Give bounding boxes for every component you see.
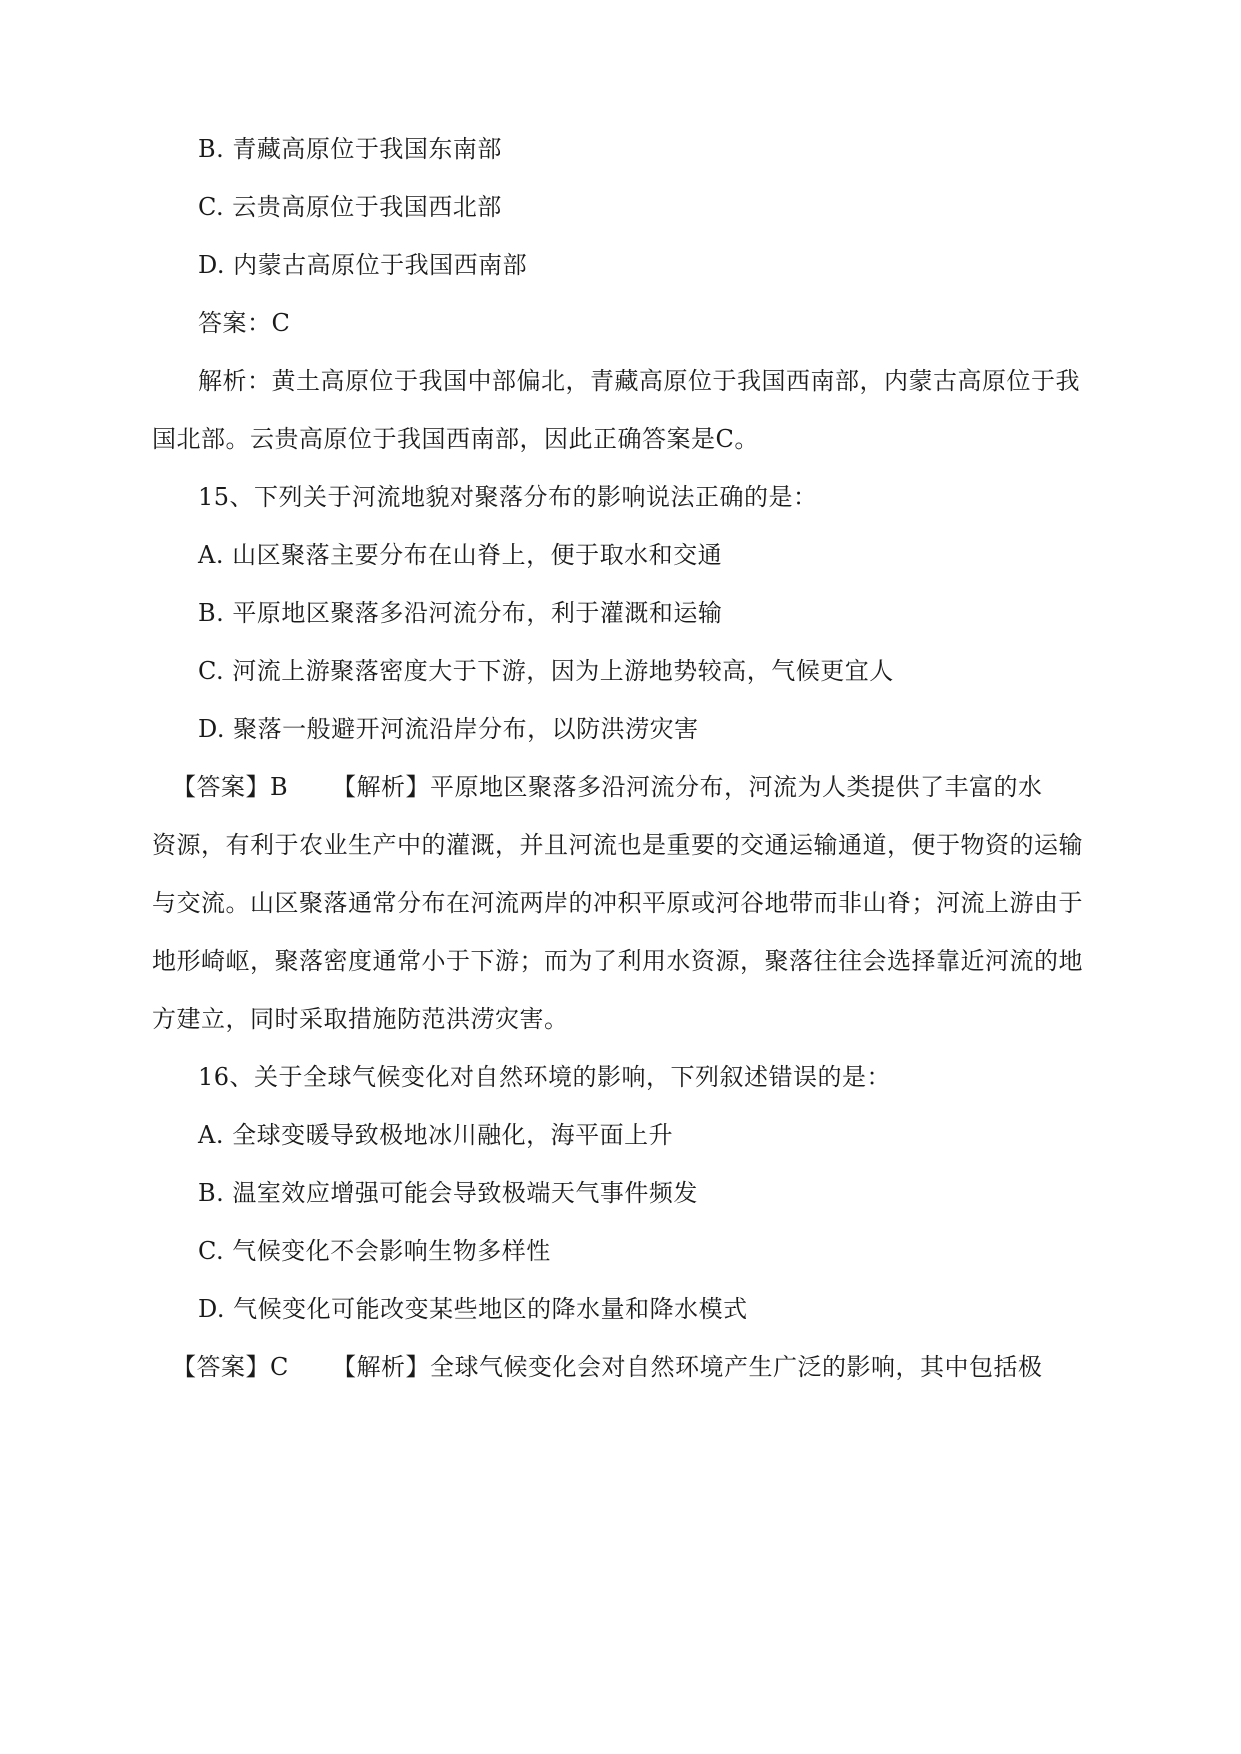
q14-analysis-line: 解析：黄土高原位于我国中部偏北，青藏高原位于我国西南部，内蒙古高原位于我 [198, 367, 1080, 395]
q14-option-b: B. 青藏高原位于我国东南部 [198, 135, 502, 163]
q15-analysis-line: 方建立，同时采取措施防范洪涝灾害。 [152, 1005, 569, 1033]
q15-option-b: B. 平原地区聚落多沿河流分布，利于灌溉和运输 [198, 599, 723, 627]
q15-analysis-line: 与交流。山区聚落通常分布在河流两岸的冲积平原或河谷地带而非山脊；河流上游由于 [152, 889, 1083, 917]
q16-option-b: B. 温室效应增强可能会导致极端天气事件频发 [198, 1179, 698, 1207]
q15-analysis-line: 地形崎岖，聚落密度通常小于下游；而为了利用水资源，聚落往往会选择靠近河流的地 [152, 947, 1083, 975]
q14-answer: 答案：C [198, 309, 291, 337]
q16-answer-row [172, 1350, 1043, 1384]
q15-option-d: D. 聚落一般避开河流沿岸分布，以防洪涝灾害 [198, 715, 699, 743]
q15-answer-row [172, 770, 1043, 804]
q14-option-d: D. 内蒙古高原位于我国西南部 [198, 251, 528, 279]
q16-option-c: C. 气候变化不会影响生物多样性 [198, 1237, 551, 1265]
q15-option-c: C. 河流上游聚落密度大于下游，因为上游地势较高，气候更宜人 [198, 657, 894, 685]
q15-answer-tag: 【答案】B [172, 773, 289, 801]
q16-question: 16、关于全球气候变化对自然环境的影响，下列叙述错误的是： [198, 1063, 892, 1091]
q15-option-a: A. 山区聚落主要分布在山脊上，便于取水和交通 [198, 541, 723, 569]
q16-answer-tag: 【答案】C [172, 1353, 289, 1381]
q14-analysis-line: 国北部。云贵高原位于我国西南部，因此正确答案是C。 [152, 425, 759, 453]
q14-option-c: C. 云贵高原位于我国西北部 [198, 193, 502, 221]
q16-option-a: A. 全球变暖导致极地冰川融化，海平面上升 [198, 1121, 674, 1149]
q16-option-d: D. 气候变化可能改变某些地区的降水量和降水模式 [198, 1295, 748, 1323]
q15-analysis-line: 资源，有利于农业生产中的灌溉，并且河流也是重要的交通运输通道，便于物资的运输 [152, 831, 1083, 859]
q15-analysis-line: 【解析】平原地区聚落多沿河流分布，河流为人类提供了丰富的水 [332, 773, 1043, 801]
q15-question: 15、下列关于河流地貌对聚落分布的影响说法正确的是： [198, 483, 818, 511]
q16-analysis-line: 【解析】全球气候变化会对自然环境产生广泛的影响，其中包括极 [332, 1353, 1043, 1381]
